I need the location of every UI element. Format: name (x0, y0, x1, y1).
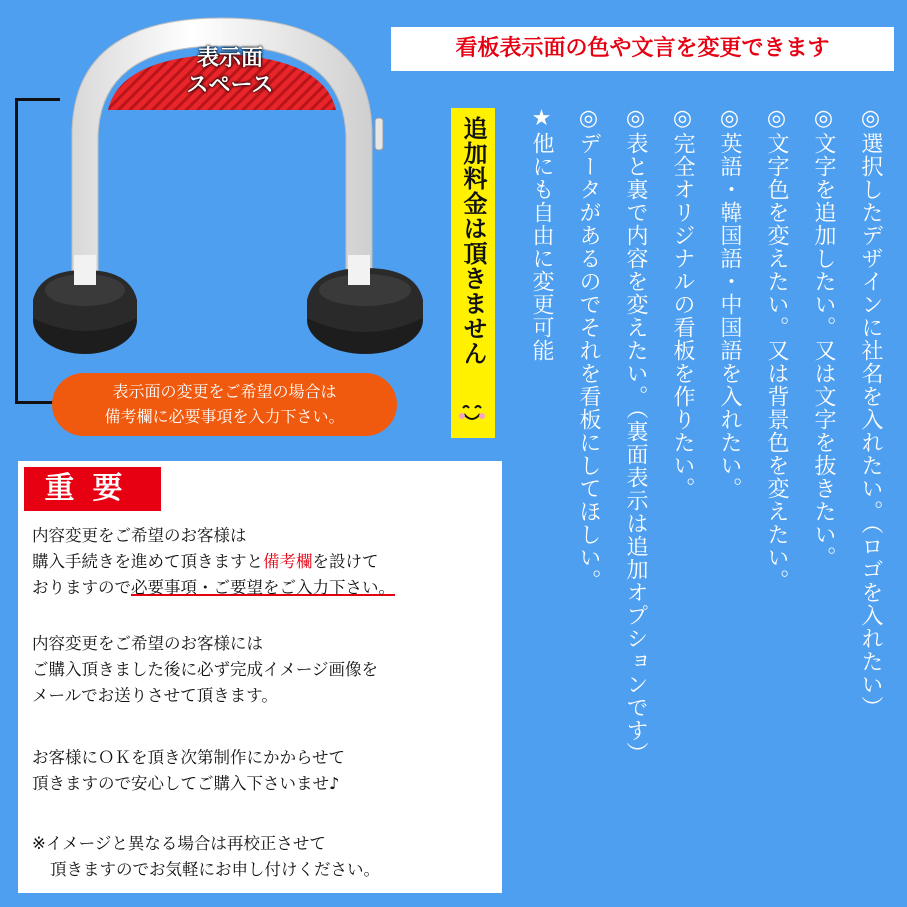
notice-paragraph-1 (32, 523, 395, 601)
option-column-8: ★他にも自由に変更可能 (529, 106, 554, 362)
notice-line: ご購入頂きました後に必ず完成イメージ画像を (32, 660, 379, 679)
no-extra-fee-note: 追加料金は頂きません (451, 108, 495, 438)
notice-paragraph-3 (32, 745, 345, 797)
remarks-field-text: 備考欄 (263, 552, 313, 571)
change-request-line1: 表示面の変更をご希望の場合は (112, 382, 337, 401)
option-column-6: ◎表と裏で内容を変えたい。（裏面表示は追加オプションです） (623, 106, 648, 765)
option-column-7: ◎データがあるのでそれを看板にしてほしい。 (576, 106, 601, 592)
display-area-label-line1: 表示面 (196, 46, 263, 71)
notice-text: 購入手続きを進めて頂きますと (32, 552, 263, 571)
notice-text: を設けて (312, 552, 379, 571)
notice-line: 内容変更をご希望のお客様は (32, 526, 247, 545)
notice-line: ※イメージと異なる場合は再校正させて (32, 834, 326, 853)
notice-paragraph-2 (32, 631, 378, 709)
important-notice (18, 461, 502, 893)
notice-line: 内容変更をご希望のお客様には (32, 634, 263, 653)
notice-line: 頂きますのでお気軽にお申し付けください。 (50, 860, 380, 879)
required-input-text: 必要事項・ご要望をご入力下さい。 (131, 578, 395, 597)
smile-icon (456, 395, 488, 429)
notice-text: おりますので (32, 578, 131, 597)
option-column-5: ◎完全オリジナルの看板を作りたい。 (670, 106, 695, 500)
option-column-2: ◎文字を追加したい。又は文字を抜きたい。 (811, 106, 836, 569)
notice-line: お客様にＯＫを頂き次第制作にかからせて (32, 748, 346, 767)
change-request-line2: 備考欄に必要事項を入力下さい。 (104, 407, 345, 426)
notice-line: メールでお送りさせて頂きます。 (32, 686, 278, 705)
display-area-label-line2: スペース (186, 73, 274, 98)
change-request-note (52, 373, 397, 436)
notice-line (32, 549, 395, 575)
important-label: 重要 (24, 467, 161, 511)
option-column-4: ◎英語・韓国語・中国語を入れたい。 (717, 106, 742, 500)
callout-bracket (15, 98, 60, 404)
notice-paragraph-4 (32, 831, 380, 883)
option-column-1: ◎選択したデザインに社名を入れたい。（ロゴを入れたい） (858, 106, 883, 719)
notice-line: 頂きますので安心してご購入下さいませ♪ (32, 774, 340, 793)
option-column-3: ◎文字色を変えたい。又は背景色を変えたい。 (764, 106, 789, 592)
notice-line (32, 575, 395, 601)
header-banner: 看板表示面の色や文言を変更できます (391, 27, 894, 71)
display-area-label (150, 45, 310, 99)
